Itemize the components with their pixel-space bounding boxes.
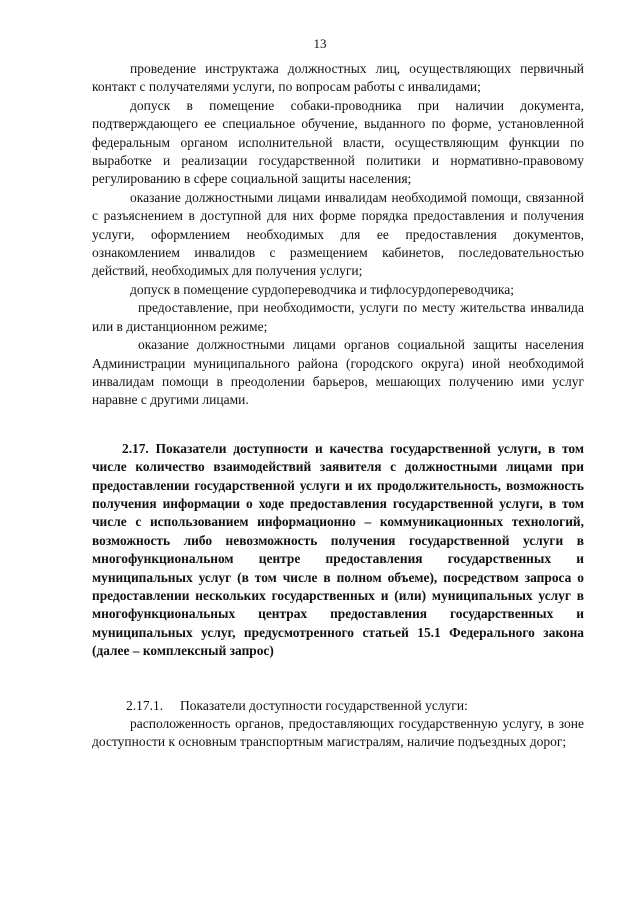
paragraph-guide-dog-admission: допуск в помещение собаки-проводника при наличии документа, подтверждающего ее специальное обучение, выданного по форме, установленной федеральным органом исполнительной власти, осуществляющим функции по выработке и реализации государственной политики и нормативно-правовому регулированию в сфере социальной защиты населения; bbox=[92, 97, 584, 187]
document-body bbox=[92, 60, 584, 752]
paragraph-staff-briefing: проведение инструктажа должностных лиц, осуществляющих первичный контакт с получателями услуги, по вопросам работы с инвалидами; bbox=[92, 61, 584, 95]
paragraph-remote-service: предоставление, при необходимости, услуги по месту жительства инвалида или в дистанционном режиме; bbox=[92, 300, 584, 334]
paragraph-barrier-assistance: оказание должностными лицами органов социальной защиты населения Администрации муниципального района (городского округа) иной необходимой инвалидам помощи в преодолении барьеров, мешающих получению ими услуг наравне с другими лицами. bbox=[92, 337, 584, 408]
paragraph-transport-accessibility: расположенность органов, предоставляющих государственную услугу, в зоне доступности к основным транспортным магистралям, наличие подъездных дорог; bbox=[92, 716, 584, 750]
paragraph-sign-interpreter-admission: допуск в помещение сурдопереводчика и тифлосурдопереводчика; bbox=[130, 281, 514, 297]
paragraph-assistance-to-disabled: оказание должностными лицами инвалидам необходимой помощи, связанной с разъяснением в доступной для них форме порядка предоставления и получения услуги, оформлением необходимых для ее предоставления документов, ознакомлением инвалидов с размещением кабинетов, последовательностью действий, необходимых для получения услуги; bbox=[92, 189, 584, 279]
section-heading-2-17: 2.17. Показатели доступности и качества государственной услуги, в том числе количество взаимодействий заявителя с должностными лицами при предоставлении государственной услуги и их продолжительность, возможность получения информации о ходе предоставления государственной услуги, в том числе с использованием информационно – коммуникационных технологий, возможность либо невозможность получения государственной услуги в многофункциональном центре предоставления государственных и муниципальных услуг (в том числе в полном объеме), посредством запроса о предоставлении нескольких государственных и (или) муниципальных услуг в многофункциональных центрах предоставления государственных и муниципальных услуг, предусмотренного статьей 15.1 Федерального закона (далее – комплексный запрос) bbox=[92, 440, 584, 659]
page-number: 13 bbox=[313, 36, 327, 51]
subsection-heading-2-17-1: 2.17.1. Показатели доступности государственной услуги: bbox=[126, 697, 468, 713]
